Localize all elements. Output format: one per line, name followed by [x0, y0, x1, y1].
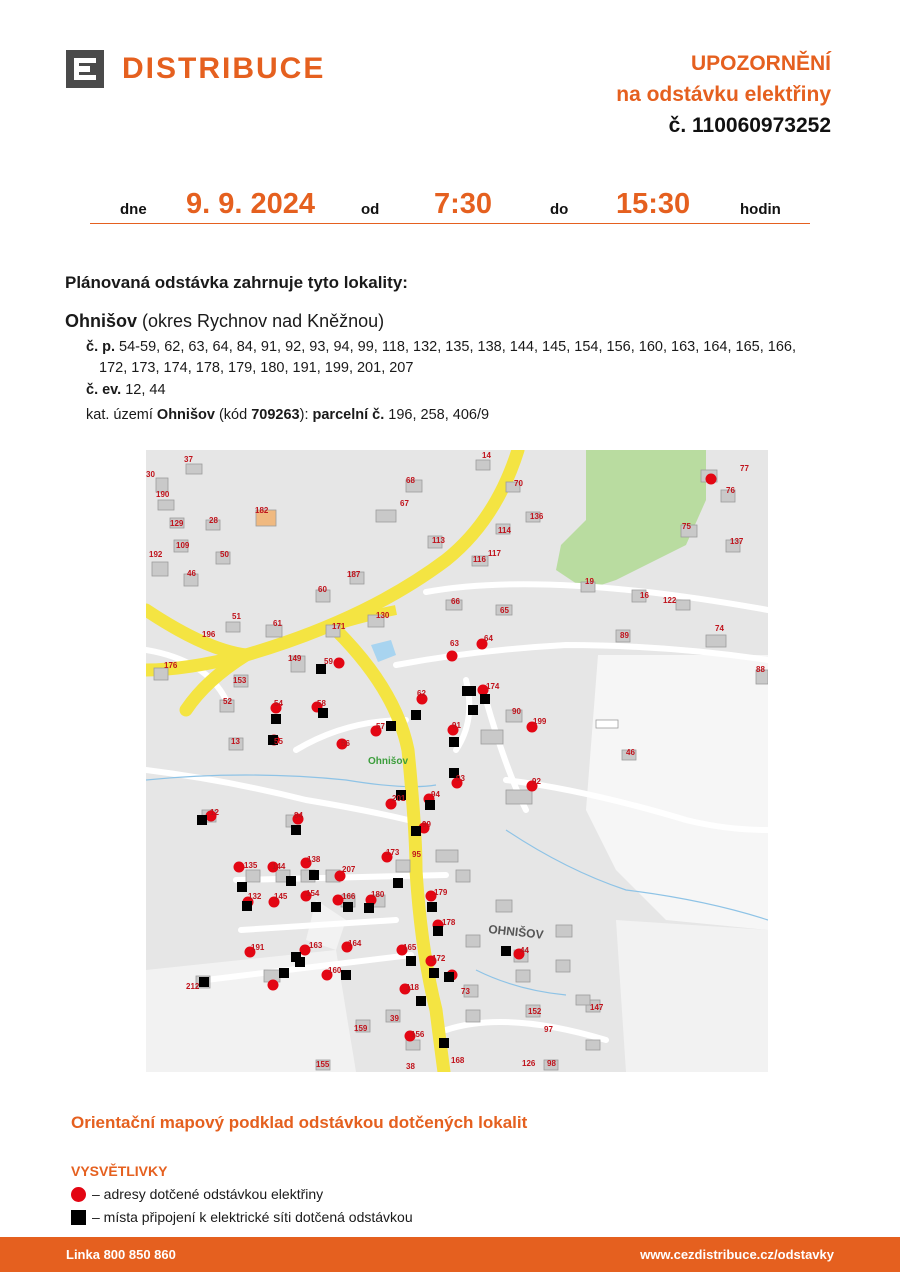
outage-end-time: 15:30 [616, 188, 691, 220]
svg-text:14: 14 [482, 451, 491, 460]
cp-values-line2: 172, 173, 174, 178, 179, 180, 191, 199, 201, 207 [99, 360, 414, 376]
svg-text:135: 135 [244, 861, 258, 870]
svg-text:172: 172 [432, 954, 446, 963]
localities-heading: Plánovaná odstávka zahrnuje tyto lokality: [65, 273, 408, 292]
svg-text:126: 126 [522, 1059, 536, 1068]
kat-code-close: ): [299, 407, 309, 423]
svg-text:13: 13 [231, 737, 240, 746]
svg-text:38: 38 [406, 1062, 415, 1071]
svg-text:132: 132 [248, 892, 262, 901]
outage-start-time: 7:30 [434, 188, 493, 220]
notice-number: č. 110060973252 [668, 114, 831, 137]
svg-text:122: 122 [663, 596, 677, 605]
legend-dot-text: – adresy dotčené odstávkou elektřiny [92, 1186, 324, 1202]
svg-text:37: 37 [184, 455, 193, 464]
svg-text:138: 138 [307, 855, 321, 864]
svg-text:88: 88 [756, 665, 765, 674]
legend-row-connections [71, 1209, 413, 1225]
svg-text:90: 90 [512, 707, 521, 716]
svg-text:192: 192 [149, 550, 163, 559]
svg-text:56: 56 [341, 739, 350, 748]
map-place-label-upper: OHNIŠOV [487, 922, 545, 942]
svg-text:75: 75 [682, 522, 691, 531]
locality-district: (okres Rychnov nad Kněžnou) [142, 311, 385, 331]
svg-text:92: 92 [532, 777, 541, 786]
svg-text:196: 196 [202, 630, 216, 639]
svg-text:61: 61 [273, 619, 282, 628]
svg-text:73: 73 [461, 987, 470, 996]
svg-text:70: 70 [514, 479, 523, 488]
svg-text:187: 187 [347, 570, 361, 579]
svg-text:28: 28 [209, 516, 218, 525]
svg-text:176: 176 [164, 661, 178, 670]
svg-text:64: 64 [484, 634, 493, 643]
svg-text:152: 152 [528, 1007, 542, 1016]
svg-text:97: 97 [544, 1025, 553, 1034]
legend-title: VYSVĚTLIVKY [71, 1163, 168, 1179]
svg-text:93: 93 [456, 774, 465, 783]
house-numbers-list [86, 337, 846, 379]
parcel-values: 196, 258, 406/9 [388, 407, 490, 423]
svg-text:94: 94 [431, 790, 440, 799]
svg-text:63: 63 [450, 639, 459, 648]
svg-text:180: 180 [371, 890, 385, 899]
svg-text:130: 130 [376, 611, 390, 620]
svg-text:118: 118 [406, 983, 419, 992]
hours-label: hodin [740, 201, 781, 218]
brand-name: DISTRIBUCE [122, 52, 326, 85]
svg-text:50: 50 [220, 550, 229, 559]
svg-text:191: 191 [251, 943, 265, 952]
from-label: od [361, 201, 380, 218]
svg-text:57: 57 [376, 722, 385, 731]
svg-text:156: 156 [411, 1030, 425, 1039]
svg-text:55: 55 [274, 737, 283, 746]
kat-prefix: kat. území [86, 407, 153, 423]
day-label: dne [120, 201, 147, 218]
notice-title: UPOZORNĚNÍ [690, 52, 831, 75]
svg-text:58: 58 [317, 699, 326, 708]
svg-text:113: 113 [432, 536, 445, 545]
svg-text:190: 190 [156, 490, 170, 499]
svg-text:166: 166 [342, 892, 356, 901]
svg-text:154: 154 [306, 889, 320, 898]
svg-text:74: 74 [715, 624, 724, 633]
to-label: do [550, 201, 569, 218]
svg-text:155: 155 [316, 1060, 330, 1069]
kat-name: Ohnišov [156, 407, 215, 423]
svg-text:178: 178 [442, 918, 456, 927]
kat-code: 709263 [251, 407, 300, 423]
svg-text:65: 65 [500, 606, 509, 615]
svg-text:182: 182 [255, 506, 269, 515]
parcel-label: parcelní č. [312, 407, 385, 423]
svg-text:109: 109 [176, 541, 190, 550]
red-dot-icon [71, 1187, 86, 1202]
svg-text:129: 129 [170, 519, 184, 528]
svg-text:39: 39 [390, 1014, 399, 1023]
svg-text:60: 60 [318, 585, 327, 594]
svg-text:44: 44 [520, 946, 529, 955]
notice-block [616, 48, 831, 141]
svg-text:84: 84 [294, 811, 303, 820]
footer-hotline: Linka 800 850 860 [66, 1247, 176, 1262]
locality-title [65, 311, 384, 332]
map-place-label: Ohnišov [368, 756, 409, 767]
outage-map [146, 450, 768, 1072]
svg-text:68: 68 [406, 476, 415, 485]
schedule-row [90, 183, 810, 224]
notice-subtitle: na odstávku elektřiny [616, 83, 831, 106]
svg-text:62: 62 [417, 689, 426, 698]
locality-name: Ohnišov [65, 311, 138, 331]
black-square-icon [71, 1210, 86, 1225]
svg-text:212: 212 [186, 982, 200, 991]
svg-text:171: 171 [332, 622, 346, 631]
svg-text:54: 54 [274, 699, 283, 708]
cadastral-info [86, 407, 489, 423]
cp-values-line1: 54-59, 62, 63, 64, 84, 91, 92, 93, 94, 99, 118, 132, 135, 138, 144, 145, 154, 156, 160, 163, 164, 165, 166, [119, 339, 797, 355]
legend-row-addresses [71, 1186, 323, 1202]
svg-text:77: 77 [740, 464, 749, 473]
svg-text:46: 46 [626, 748, 635, 757]
svg-text:147: 147 [590, 1003, 604, 1012]
svg-text:76: 76 [726, 486, 735, 495]
svg-text:153: 153 [233, 676, 247, 685]
svg-text:99: 99 [422, 820, 431, 829]
svg-text:19: 19 [585, 577, 594, 586]
footer-website-link[interactable]: www.cezdistribuce.cz/odstavky [640, 1247, 834, 1262]
svg-text:16: 16 [640, 591, 649, 600]
svg-text:160: 160 [328, 966, 342, 975]
svg-text:67: 67 [400, 499, 409, 508]
svg-text:173: 173 [386, 848, 400, 857]
svg-text:179: 179 [434, 888, 448, 897]
svg-text:159: 159 [354, 1024, 368, 1033]
map-caption: Orientační mapový podklad odstávkou dotčených lokalit [71, 1113, 528, 1132]
svg-text:163: 163 [309, 941, 323, 950]
svg-text:168: 168 [451, 1056, 465, 1065]
svg-text:46: 46 [187, 569, 196, 578]
svg-text:66: 66 [451, 597, 460, 606]
svg-text:52: 52 [223, 697, 232, 706]
svg-text:95: 95 [412, 850, 421, 859]
logo [66, 50, 325, 88]
svg-text:116: 116 [473, 555, 486, 564]
cez-logo-icon [66, 50, 104, 88]
cev-values: 12, 44 [125, 382, 166, 398]
svg-text:137: 137 [730, 537, 744, 546]
svg-text:145: 145 [274, 892, 288, 901]
outage-date: 9. 9. 2024 [186, 188, 315, 220]
svg-text:12: 12 [210, 808, 219, 817]
svg-text:164: 164 [348, 939, 362, 948]
svg-text:30: 30 [146, 470, 155, 479]
svg-text:98: 98 [547, 1059, 556, 1068]
svg-text:149: 149 [288, 654, 302, 663]
svg-text:144: 144 [272, 862, 286, 871]
svg-text:165: 165 [403, 943, 417, 952]
svg-text:117: 117 [488, 549, 501, 558]
svg-text:201: 201 [392, 794, 406, 803]
cp-label: č. p. [86, 339, 116, 355]
svg-text:207: 207 [342, 865, 356, 874]
svg-text:114: 114 [498, 526, 511, 535]
evidence-numbers [86, 382, 166, 398]
cev-label: č. ev. [86, 382, 122, 398]
svg-text:136: 136 [530, 512, 544, 521]
svg-text:51: 51 [232, 612, 241, 621]
legend-square-text: – místa připojení k elektrické síti dotčená odstávkou [92, 1209, 413, 1225]
svg-text:91: 91 [452, 721, 461, 730]
svg-text:89: 89 [620, 631, 629, 640]
kat-code-open: (kód [218, 407, 248, 423]
svg-text:174: 174 [486, 682, 500, 691]
footer-bar [0, 1237, 900, 1272]
svg-text:59: 59 [324, 657, 333, 666]
svg-text:199: 199 [533, 717, 547, 726]
